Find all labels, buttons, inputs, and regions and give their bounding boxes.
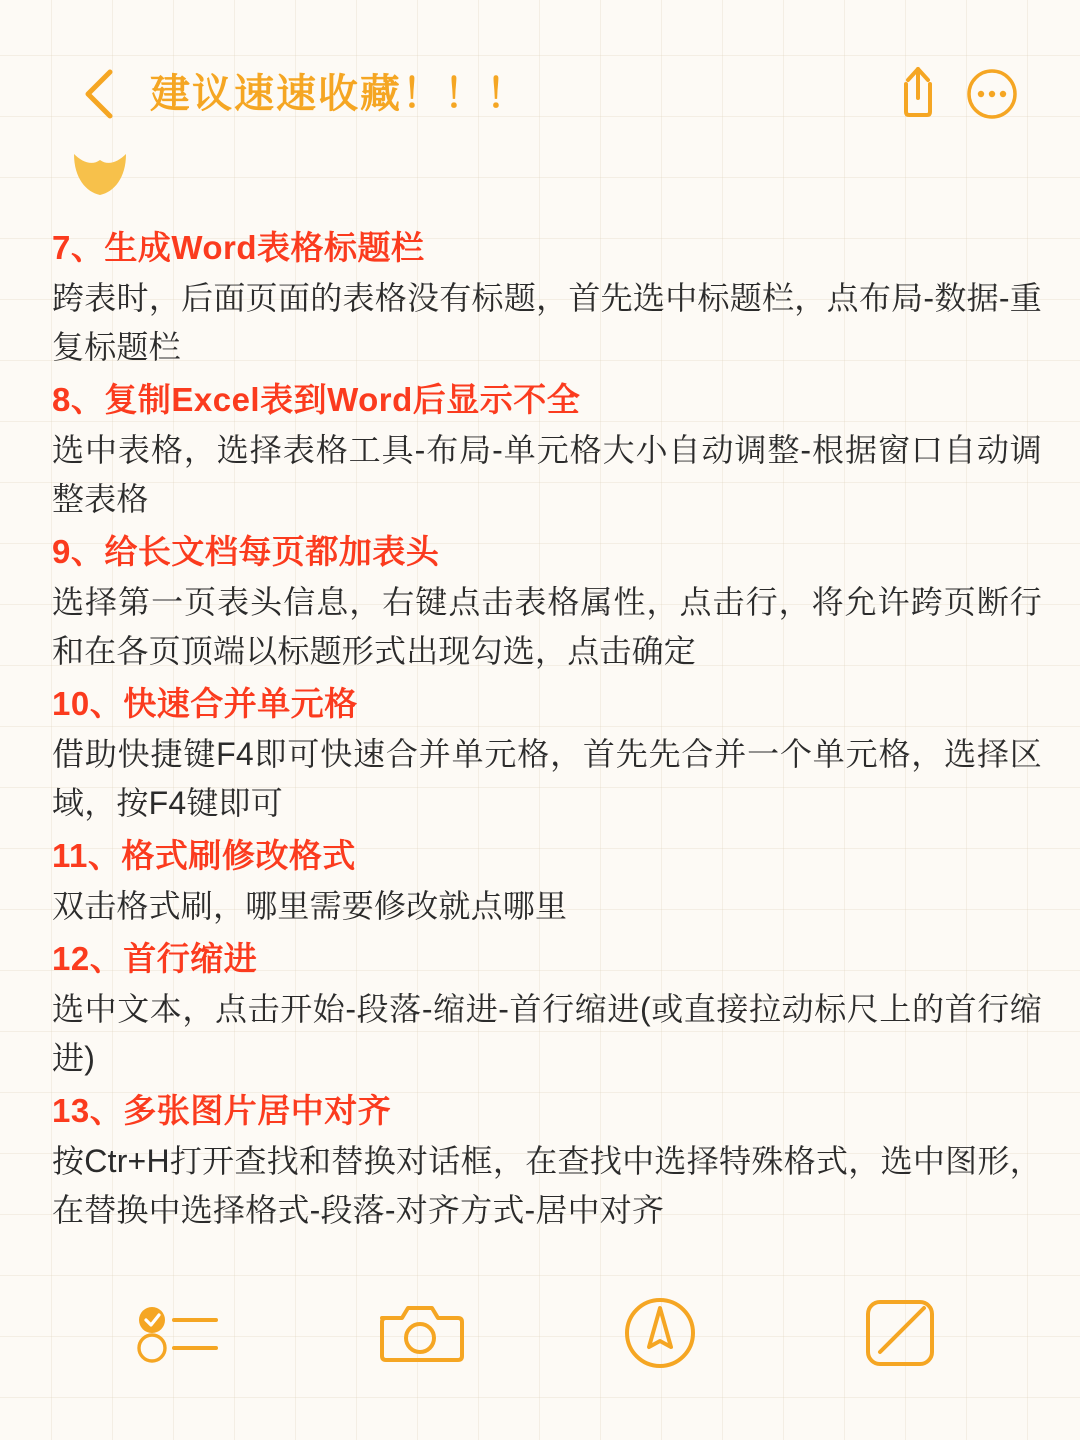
heart-icon: [68, 148, 132, 198]
checklist-icon[interactable]: [134, 1291, 226, 1375]
section-body: 双击格式刷，哪里需要修改就点哪里: [52, 888, 568, 924]
section-13: [52, 1085, 1042, 1235]
section-body: 按Ctr+H打开查找和替换对话框，在查找中选择特殊格式，选中图形，在替换中选择格式-段落-对齐方式-居中对齐: [52, 1143, 1042, 1228]
section-title: 12、首行缩进: [52, 940, 258, 977]
section-title: 7、生成Word表格标题栏: [52, 229, 425, 266]
section-title: 13、多张图片居中对齐: [52, 1092, 392, 1129]
page-title: 建议速速收藏！！！: [150, 72, 528, 116]
section-11: [52, 830, 1042, 931]
section-body: 借助快捷键F4即可快速合并单元格，首先先合并一个单元格，选择区域，按F4键即可: [52, 736, 1042, 821]
section-title: 8、复制Excel表到Word后显示不全: [52, 381, 581, 418]
section-title: 11、格式刷修改格式: [52, 837, 356, 874]
section-body: 选择第一页表头信息，右键点击表格属性，点击行，将允许跨页断行和在各页顶端以标题形式出现勾选，点击确定: [52, 584, 1042, 669]
section-title: 9、给长文档每页都加表头: [52, 533, 440, 570]
share-icon[interactable]: [896, 64, 940, 120]
section-body: 选中表格，选择表格工具-布局-单元格大小自动调整-根据窗口自动调整表格: [52, 432, 1042, 517]
section-body: 跨表时，后面页面的表格没有标题，首先选中标题栏，点布局-数据-重复标题栏: [52, 280, 1042, 365]
section-9: [52, 526, 1042, 676]
section-12: [52, 933, 1042, 1083]
section-title: 10、快速合并单元格: [52, 685, 358, 722]
article-content: [52, 222, 1042, 1237]
section-10: [52, 678, 1042, 828]
compass-icon[interactable]: [614, 1291, 706, 1375]
section-7: [52, 222, 1042, 372]
section-8: [52, 374, 1042, 524]
chevron-left-icon[interactable]: [80, 66, 122, 122]
top-bar: [0, 0, 1080, 160]
edit-icon[interactable]: [854, 1291, 946, 1375]
camera-icon[interactable]: [374, 1291, 466, 1375]
section-body: 选中文本，点击开始-段落-缩进-首行缩进(或直接拉动标尺上的首行缩进): [52, 991, 1042, 1076]
more-options-icon[interactable]: [966, 68, 1018, 120]
bottom-toolbar: [0, 1278, 1080, 1388]
